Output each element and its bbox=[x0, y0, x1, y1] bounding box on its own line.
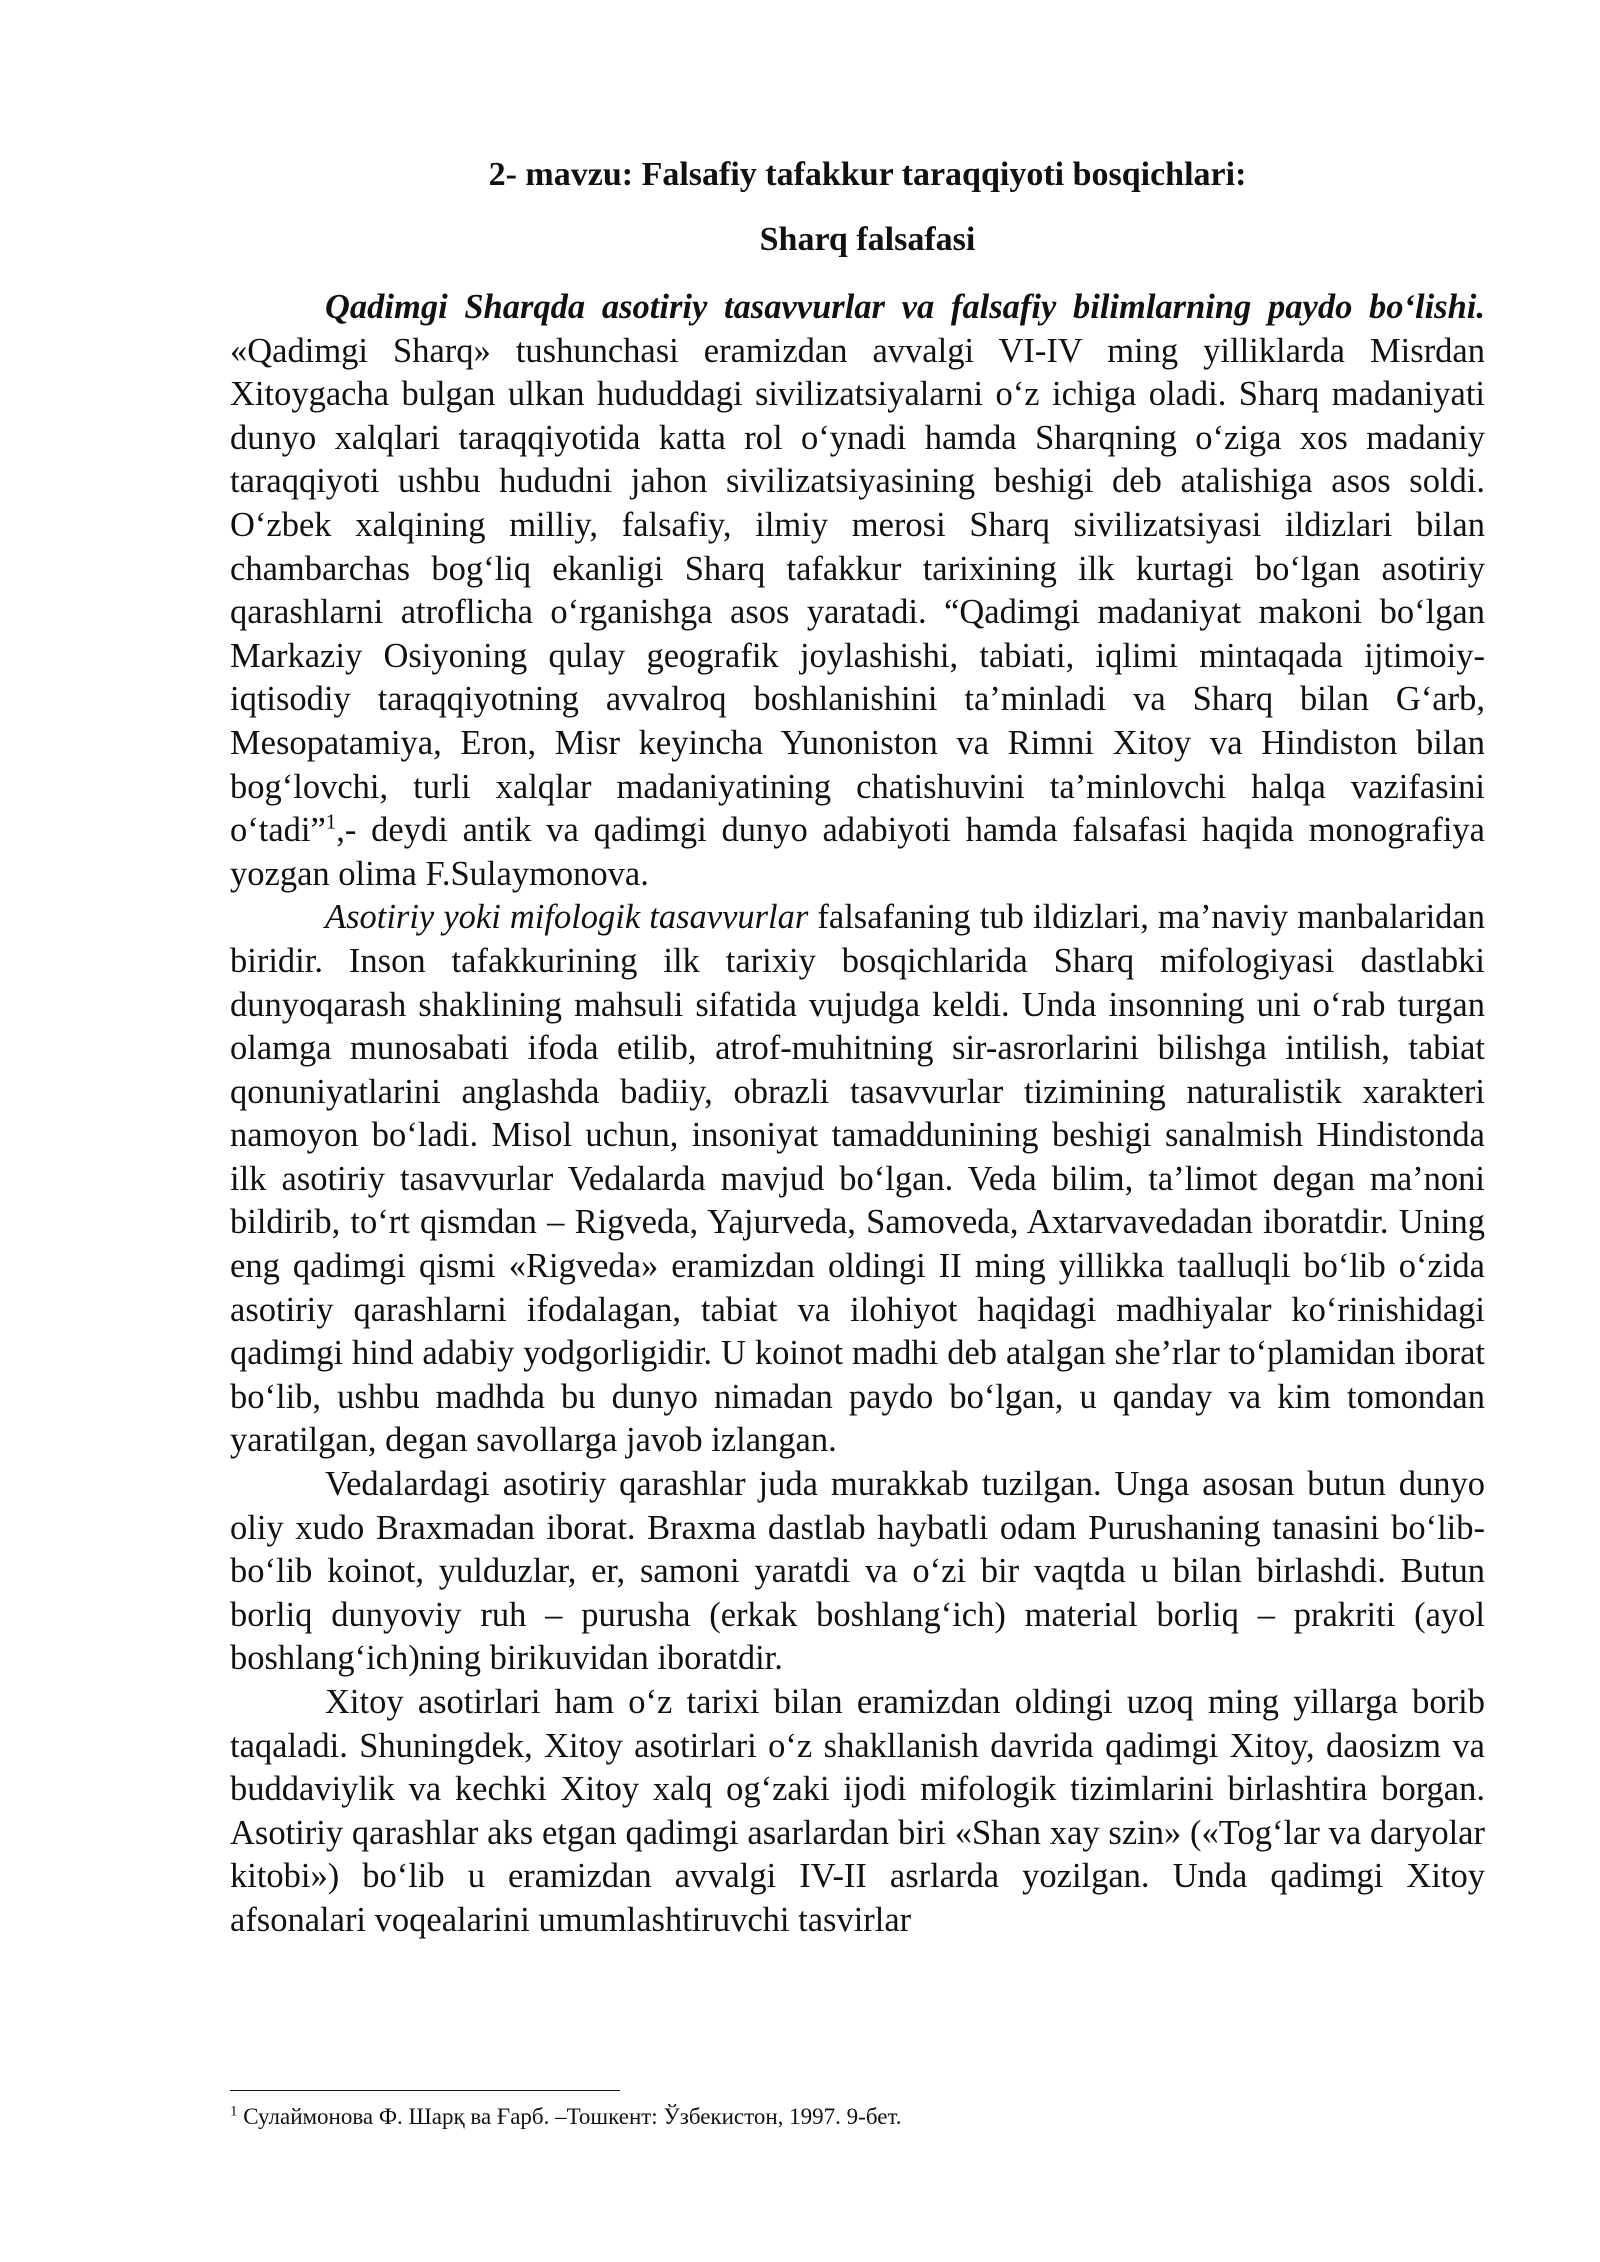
section-heading-inline: Qadimgi Sharqda asotiriy tasavvurlar va falsafiy bilimlarning paydo bo‘lishi. bbox=[325, 288, 1485, 326]
paragraph-2 bbox=[230, 896, 1485, 1463]
paragraph-4: Xitoy asotirlari ham o‘z tarixi bilan eramizdan oldingi uzoq ming yillarga borib taqaladi. Shuningdek, Xitoy asotirlari o‘z shakllanish davrida qadimgi Xitoy, daosizm va buddaviylik va kechki Xitoy xalq og‘zaki ijodi mifologik tizimlarini birlashtira borgan. Asotiriy qarashlar aks etgan qadimgi asarlardan biri «Shan xay szin» («Tog‘lar va daryolar kitobi») bo‘lib u eramizdan avvalgi IV-II asrlarda yozilgan. Unda qadimgi Xitoy afsonalari voqealarini umumlashtiruvchi tasvirlar bbox=[230, 1683, 1485, 1939]
body-text bbox=[230, 286, 1485, 1943]
paragraph-1-body: «Qadimgi Sharq» tushunchasi eramizdan avvalgi VI-IV ming yilliklarda Misrdan Xitoygacha bulgan ulkan hududdagi sivilizatsiyalarni o‘z ichiga oladi. Sharq madaniyati dunyo xalqlari taraqqiyotida katta rol o‘ynadi hamda Sharqning o‘ziga xos madaniy taraqqiyoti ushbu hududni jahon sivilizatsiyasining beshigi deb atalishiga asos soldi. O‘zbek xalqining milliy, falsafiy, ilmiy merosi Sharq sivilizatsiyasi ildizlari bilan chambarchas bog‘liq ekanligi Sharq tafakkur tarixining ilk kurtagi bo‘lgan asotiriy qarashlarni atroflicha o‘rganishga asos yaratadi. “Qadimgi madaniyat makoni bo‘lgan Markaziy Osiyoning qulay geografik joylashishi, tabiati, iqlimi mintaqada ijtimoiy-iqtisodiy taraqqiyotning avvalroq boshlanishini ta’minladi va Sharq bilan G‘arb, Mesopatamiya, Eron, Misr keyincha Yunoniston va Rimni Xitoy va Hindiston bilan bog‘lovchi, turli xalqlar madaniyatining chatishuvini ta’minlovchi halqa vazifasini o‘tadi” bbox=[230, 331, 1485, 850]
paragraph-1 bbox=[230, 286, 1485, 896]
footnote bbox=[230, 2102, 1485, 2132]
page-title: 2- mavzu: Falsafiy tafakkur taraqqiyoti bosqichlari: bbox=[488, 156, 1247, 193]
footnote-reference[interactable]: 1 bbox=[325, 809, 337, 834]
paragraph-1-tail: ,- deydi antik va qadimgi dunyo adabiyoti hamda falsafasi haqida monografiya yozgan olima F.Sulaymonova. bbox=[230, 811, 1485, 893]
footnote-number: 1 bbox=[230, 2103, 238, 2120]
paragraph-3: Vedalardagi asotiriy qarashlar juda murakkab tuzilgan. Unga asosan butun dunyo oliy xudo Braxmadan iborat. Braxma dastlab haybatli odam Purushaning tanasini bo‘lib-bo‘lib koinot, yulduzlar, er, samoni yaratdi va o‘zi bir vaqtda u bilan birlashdi. Butun borliq dunyoviy ruh – purusha (erkak boshlang‘ich) material borliq – prakriti (ayol boshlang‘ich)ning birikuvidan iboratdir. bbox=[230, 1465, 1485, 1678]
page-subtitle: Sharq falsafasi bbox=[759, 221, 976, 258]
paragraph-2-body: falsafaning tub ildizlari, ma’naviy manbalaridan biridir. Inson tafakkurining ilk tarixiy bosqichlarida Sharq mifologiyasi dastlabki dunyoqarash shaklining mahsuli sifatida vujudga keldi. Unda insonning uni o‘rab turgan olamga munosabati ifoda etilib, atrof-muhitning sir-asrorlarini bilishga intilish, tabiat qonuniyatlarini anglashda badiiy, obrazli tasavvurlar tizimining naturalistik xarakteri namoyon bo‘ladi. Misol uchun, insoniyat tamaddunining beshigi sanalmish Hindistonda ilk asotiriy tasavvurlar Vedalarda mavjud bo‘lgan. Veda bilim, ta’limot degan ma’noni bildirib, to‘rt qismdan – Rigveda, Yajurveda, Samoveda, Axtarvavedadan iboratdir. Uning eng qadimgi qismi «Rigveda» eramizdan oldingi II ming yillikka taalluqli bo‘lib o‘zida asotiriy qarashlarni ifodalagan, tabiat va ilohiyot haqidagi madhiyalar ko‘rinishidagi qadimgi hind adabiy yodgorligidir. U koinot madhi deb atalgan she’rlar to‘plamidan iborat bo‘lib, ushbu madhda bu dunyo nimadan paydo bo‘lgan, u qanday va kim tomondan yaratilgan, degan savollarga javob izlangan. bbox=[230, 898, 1485, 1460]
footnote-divider bbox=[230, 2090, 620, 2091]
footnote-text: Сулаймонова Ф. Шарқ ва Ғарб. –Тошкент: Ўзбекистон, 1997. 9-бет. bbox=[237, 2104, 902, 2129]
paragraph-2-lead: Asotiriy yoki mifologik tasavvurlar bbox=[325, 898, 809, 937]
